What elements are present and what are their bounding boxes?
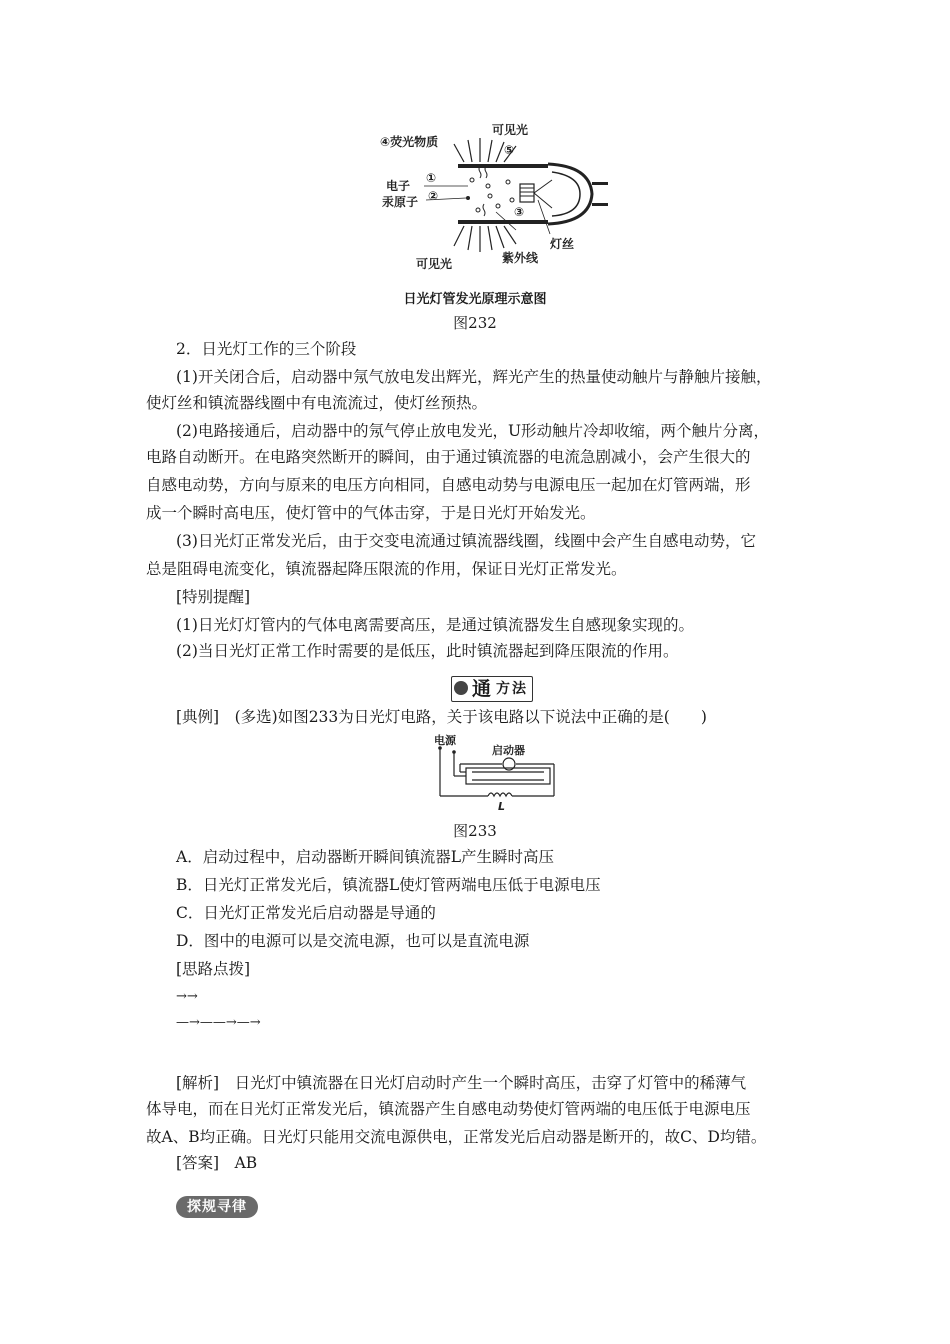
- label-visible-top: 可见光: [492, 123, 529, 137]
- para2-line1: (2)电路接通后，启动器中的氖气停止放电发光，U形动触片冷却收缩，两个触片分离，: [176, 422, 770, 440]
- label-3: ③: [514, 205, 525, 219]
- option-d: D．图中的电源可以是交流电源，也可以是直流电源: [176, 932, 530, 950]
- fluorescent-circuit-diagram: [432, 734, 562, 814]
- banner-big: 通: [472, 678, 492, 700]
- para3-line2: 总是阻碍电流变化，镇流器起降压限流的作用，保证日光灯正常发光。: [146, 560, 627, 578]
- label-starter: 启动器: [492, 744, 525, 757]
- label-electron: 电子: [386, 179, 411, 193]
- answer: [答案] AB: [176, 1154, 258, 1172]
- para2-line4: 成一个瞬时高电压，使灯管中的气体击穿，于是日光灯开始发光。: [146, 504, 596, 522]
- label-filament: 灯丝: [550, 237, 575, 251]
- para2-line3: 自感电动势，方向与原来的电压方向相同，自感电动势与电源电压一起加在灯管两端，形: [146, 476, 751, 494]
- para2-line2: 电路自动断开。在电路突然断开的瞬间，由于通过镇流器的电流急剧减小，会产生很大的: [146, 448, 751, 466]
- label-fluorescent: ④荧光物质: [380, 135, 439, 149]
- hint-line2: —→——→—→: [176, 1015, 261, 1030]
- para1-line1: (1)开关闭合后，启动器中氖气放电发出辉光，辉光产生的热量使动触片与静触片接触，: [176, 368, 772, 386]
- label-power: 电源: [434, 734, 456, 747]
- analysis-line2: 体导电，而在日光灯正常发光后，镇流器产生自感电动势使灯管两端的电压低于电源电压: [146, 1100, 751, 1118]
- banner-small: 方法: [496, 681, 528, 697]
- label-1: ①: [426, 171, 437, 185]
- label-mercury: 汞原子: [382, 195, 419, 209]
- option-b: B．日光灯正常发光后，镇流器L使灯管两端电压低于电源电压: [176, 876, 601, 894]
- note-2: (2)当日光灯正常工作时需要的是低压，此时镇流器起到降压限流的作用。: [176, 642, 679, 660]
- banner-dot-icon: [454, 681, 468, 695]
- example-stem: [典例] (多选)如图233为日光灯电路，关于该电路以下说法中正确的是( ): [176, 708, 707, 726]
- analysis-line3: 故A、B均正确。日光灯只能用交流电源供电，正常发光后启动器是断开的，故C、D均错。: [146, 1128, 767, 1146]
- analysis-line1: [解析] 日光灯中镇流器在日光灯启动时产生一个瞬时高压，击穿了灯管中的稀薄气: [176, 1074, 747, 1092]
- explore-badge: 探规寻律: [176, 1196, 258, 1218]
- hint-title: [思路点拨]: [176, 960, 251, 978]
- section-heading: 2．日光灯工作的三个阶段: [176, 340, 357, 358]
- option-a: A．启动过程中，启动器断开瞬间镇流器L产生瞬时高压: [176, 848, 554, 866]
- figure2-caption: 图233: [453, 822, 497, 840]
- label-inductor: L: [498, 800, 506, 813]
- label-2: ②: [428, 189, 439, 203]
- option-c: C．日光灯正常发光后启动器是导通的: [176, 904, 436, 922]
- figure1-title: 日光灯管发光原理示意图: [403, 292, 547, 307]
- para3-line1: (3)日光灯正常发光后，由于交变电流通过镇流器线圈，线圈中会产生自感电动势，它: [176, 532, 756, 550]
- figure1-caption: 图232: [453, 314, 497, 332]
- fluorescent-tube-diagram: [380, 120, 620, 280]
- note-1: (1)日光灯灯管内的气体电离需要高压，是通过镇流器发生自感现象实现的。: [176, 616, 694, 634]
- hint-line1: →→: [176, 989, 198, 1004]
- label-uv: 紫外线: [502, 251, 539, 265]
- label-visible-bottom: 可见光: [416, 257, 453, 271]
- label-5: ⑤: [504, 143, 515, 157]
- method-banner: [451, 676, 533, 702]
- note-title: [特别提醒]: [176, 588, 251, 606]
- para1-line2: 使灯丝和镇流器线圈中有电流流过，使灯丝预热。: [146, 394, 488, 412]
